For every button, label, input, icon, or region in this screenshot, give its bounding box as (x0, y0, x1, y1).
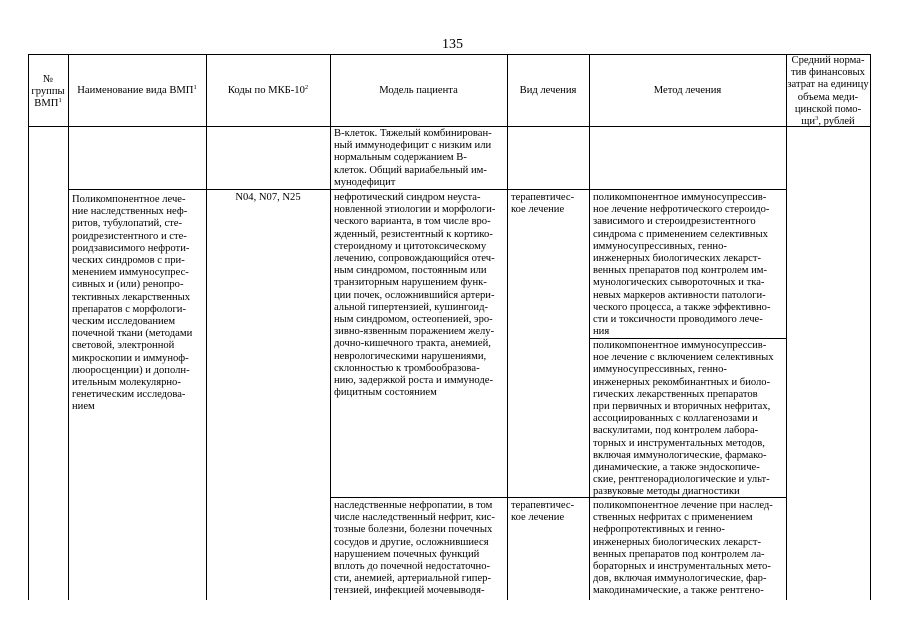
row1-vmp-name: Поликомпонентное лече- ние наследственных неф- ритов, тубулопатий, сте- роидрезистентного и сте- роидзависимого нефроти- ческих синдромов с при- менением иммуносупрес- сивных и (или) ренопро- тективных лекарственных препаратов с морфологи- ческим исследованием почечной ткани (методами световой, электронной микроскопии и иммуноф- люоросценции) и дополн- ительным молекулярно- генетическим исследова- нием (72, 194, 193, 413)
col-divider-6 (786, 54, 787, 600)
row2-patient-model: наследственные нефропатии, в том числе наследственный нефрит, кис- тозные болезни, болезни почечных сосудов и другие, осложнившиеся нарушением почечных функций вплоть до почечной недостаточно- сти, анемией, артериальной гипер- тензией, инфекцией мочевыводя- (334, 500, 495, 597)
table-right-border (870, 54, 871, 600)
row1-treatment-type: терапевтичес- кое лечение (511, 192, 575, 216)
row1-method-b: поликомпонентное иммуносупрессив- ное лечение с включением селективных иммуносупрессивных, генно- инженерных рекомбинантных и биоло- гических лекарственных препаратов при первичных и вторичных нефритах, ассоциированных с коллагенозами и васкулитами, под контролем лабора- торных и инструментальных методов, включая иммунологические, фармако- динамические, а также эндоскопиче- ские, рентгенорадиологические и ульт- развуковые методы диагностики (593, 340, 774, 498)
header-patient-model: Модель пациента (379, 85, 458, 96)
row2-method: поликомпонентное лечение при наслед- ственных нефритах с применением нефропротективных и генно- инженерных биологических лекарст- венных препаратов под контролем ла- бораторных и инструментальных мето- дов, включая иммунологические, фар- макодинамические, а также рентгено- (593, 500, 773, 597)
table-top-border (28, 54, 870, 55)
header-treatment-method: Метод лечения (653, 85, 722, 96)
row1-patient-model: нефротический синдром неуста- новленной этиологии и морфологи- ческого варианта, в том числе вро- жденный, резистентный к кортико- стероидному и цитотоксическому лечению, сопровождающийся отеч- ным синдромом, постоянным или транзиторным нарушением функ- ции почек, осложнившийся артери- альной гипертензией, кушингоид- ным синдромом, остеопенией, эро- зивно-язвенным поражением желу- дочно-кишечного тракта, анемией, неврологическими нарушениями, склонностью к тромбообразова- нию, задержкой роста и иммуноде- фицитным состоянием (334, 192, 496, 399)
page-number: 135 (442, 37, 463, 52)
col-divider-2 (206, 54, 207, 600)
header-bottom-border (28, 126, 870, 127)
row1-icd-codes: N04, N07, N25 (235, 192, 301, 203)
header-treatment-type: Вид лечения (519, 85, 577, 96)
row0-patient-model: В-клеток. Тяжелый комбинирован- ный иммунодефицит с низким или нормальным содержанием В- клеток. Общий вариабельный им- мунодефицит (334, 128, 492, 188)
col-divider-4 (507, 54, 508, 600)
header-vmp-name: Наименование вида ВМП$^1$ (77, 84, 197, 96)
row2-treatment-type: терапевтичес- кое лечение (511, 500, 575, 524)
header-group-number: № группы ВМП$^1$ (31, 74, 65, 110)
header-icd-codes: Коды по МКБ-$10^2$ (227, 84, 309, 96)
row0-bottom-border (68, 189, 786, 190)
table-left-border (28, 54, 29, 600)
col-divider-3 (330, 54, 331, 600)
header-financial-norm: Средний норма- тив финансовых затрат на единицу объема меди- цинской помо- $щи^3$, рублей (787, 55, 869, 128)
col-divider-1 (68, 54, 69, 600)
row1-method-a: поликомпонентное иммуносупрессив- ное лечение нефротического стероидо- зависимого и стероидрезистентного синдрома с применением селективных иммуносупрессивных, генно- инженерных биологических лекарст- венных препаратов под контролем им- мунологических сывороточных и тка- невых маркеров активности патологи- ческого процесса, а также эффективно- сти и токсичности проводимого лече- ния (593, 192, 771, 338)
col-divider-5 (589, 54, 590, 600)
